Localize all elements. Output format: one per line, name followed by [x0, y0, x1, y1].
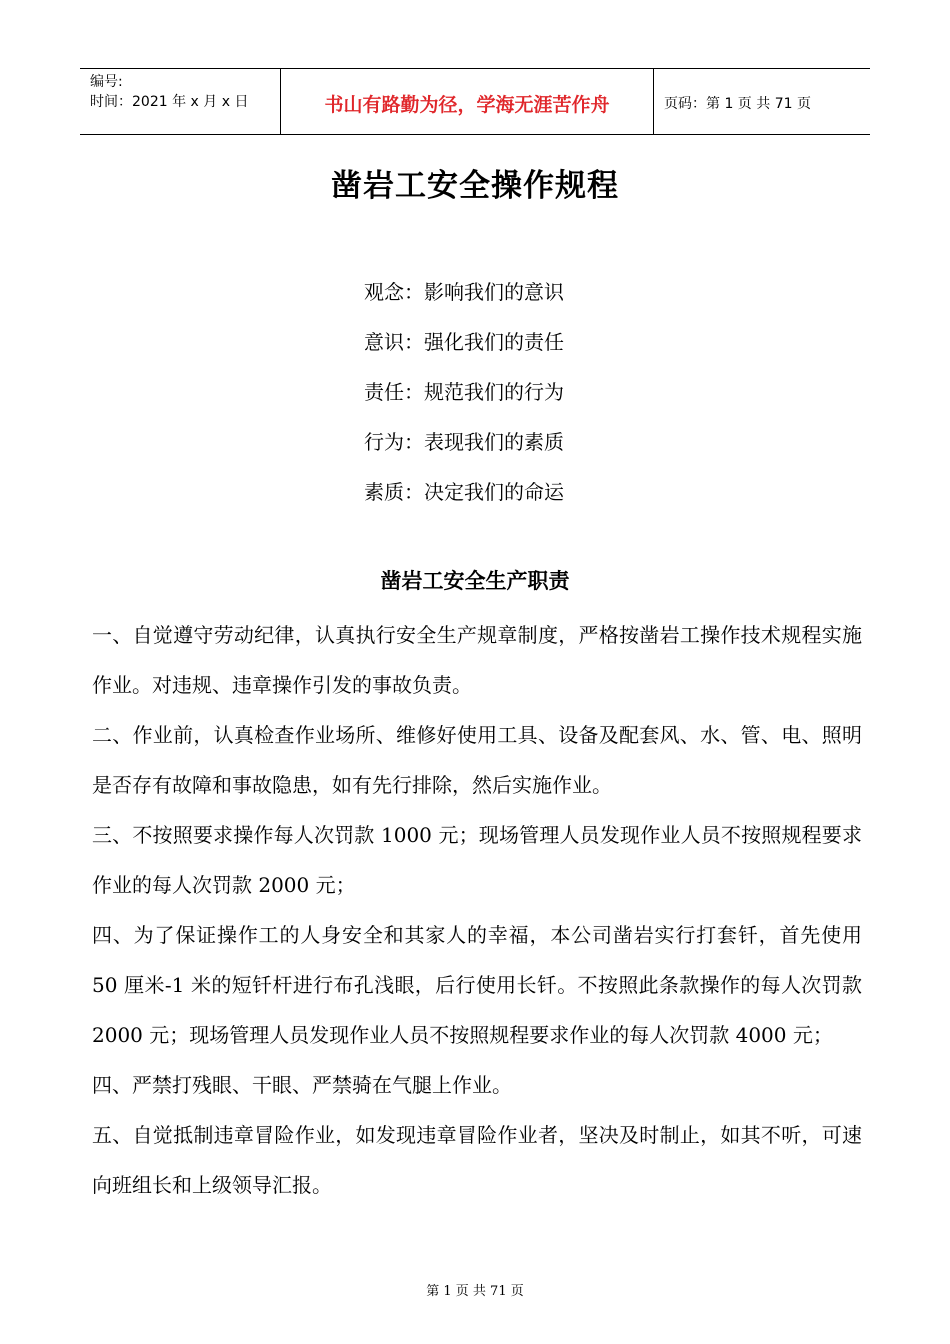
- paragraph: 一、自觉遵守劳动纪律，认真执行安全生产规章制度，严格按凿岩工操作技术规程实施作业。对违规、违章操作引发的事故负责。: [92, 623, 862, 697]
- body-text: [92, 610, 862, 1210]
- header-slogan: 书山有路勤为径，学海无涯苦作舟: [281, 69, 654, 134]
- page-header: [80, 68, 870, 135]
- section-title: 凿岩工安全生产职责: [380, 569, 570, 593]
- motto-line: 责任：规范我们的行为: [364, 380, 564, 404]
- paragraph: 四、为了保证操作工的人身安全和其家人的幸福，本公司凿岩实行打套钎，首先使用 50 厘米-1 米的短钎杆进行布孔浅眼，后行使用长钎。不按照此条款操作的每人次罚款 2000 元；现场管理人员发现作业人员不按照规程要求作业的每人次罚款 4000 元；: [92, 923, 862, 1047]
- paragraph: 四、严禁打残眼、干眼、严禁骑在气腿上作业。: [92, 1073, 512, 1097]
- motto-line: 意识：强化我们的责任: [364, 330, 564, 354]
- document-title: 凿岩工安全操作规程: [331, 168, 619, 204]
- motto-line: 观念：影响我们的意识: [364, 280, 564, 304]
- header-meta: [80, 69, 281, 134]
- paragraph: 三、不按照要求操作每人次罚款 1000 元；现场管理人员发现作业人员不按照规程要求作业的每人次罚款 2000 元；: [92, 823, 862, 897]
- motto-block: [364, 267, 564, 517]
- paragraph: 二、作业前，认真检查作业场所、维修好使用工具、设备及配套风、水、管、电、照明是否存有故障和事故隐患，如有先行排除，然后实施作业。: [92, 723, 862, 797]
- motto-line: 素质：决定我们的命运: [364, 480, 564, 504]
- header-number: 编号:: [90, 74, 123, 90]
- page-footer: 第 1 页 共 71 页: [426, 1284, 524, 1299]
- paragraph: 五、自觉抵制违章冒险作业，如发现违章冒险作业者，坚决及时制止，如其不听，可速向班组长和上级领导汇报。: [92, 1123, 862, 1197]
- motto-line: 行为：表现我们的素质: [364, 430, 564, 454]
- header-time: 时间：2021 年 x 月 x 日: [90, 94, 249, 110]
- header-page-info: 页码：第 1 页 共 71 页: [664, 95, 811, 112]
